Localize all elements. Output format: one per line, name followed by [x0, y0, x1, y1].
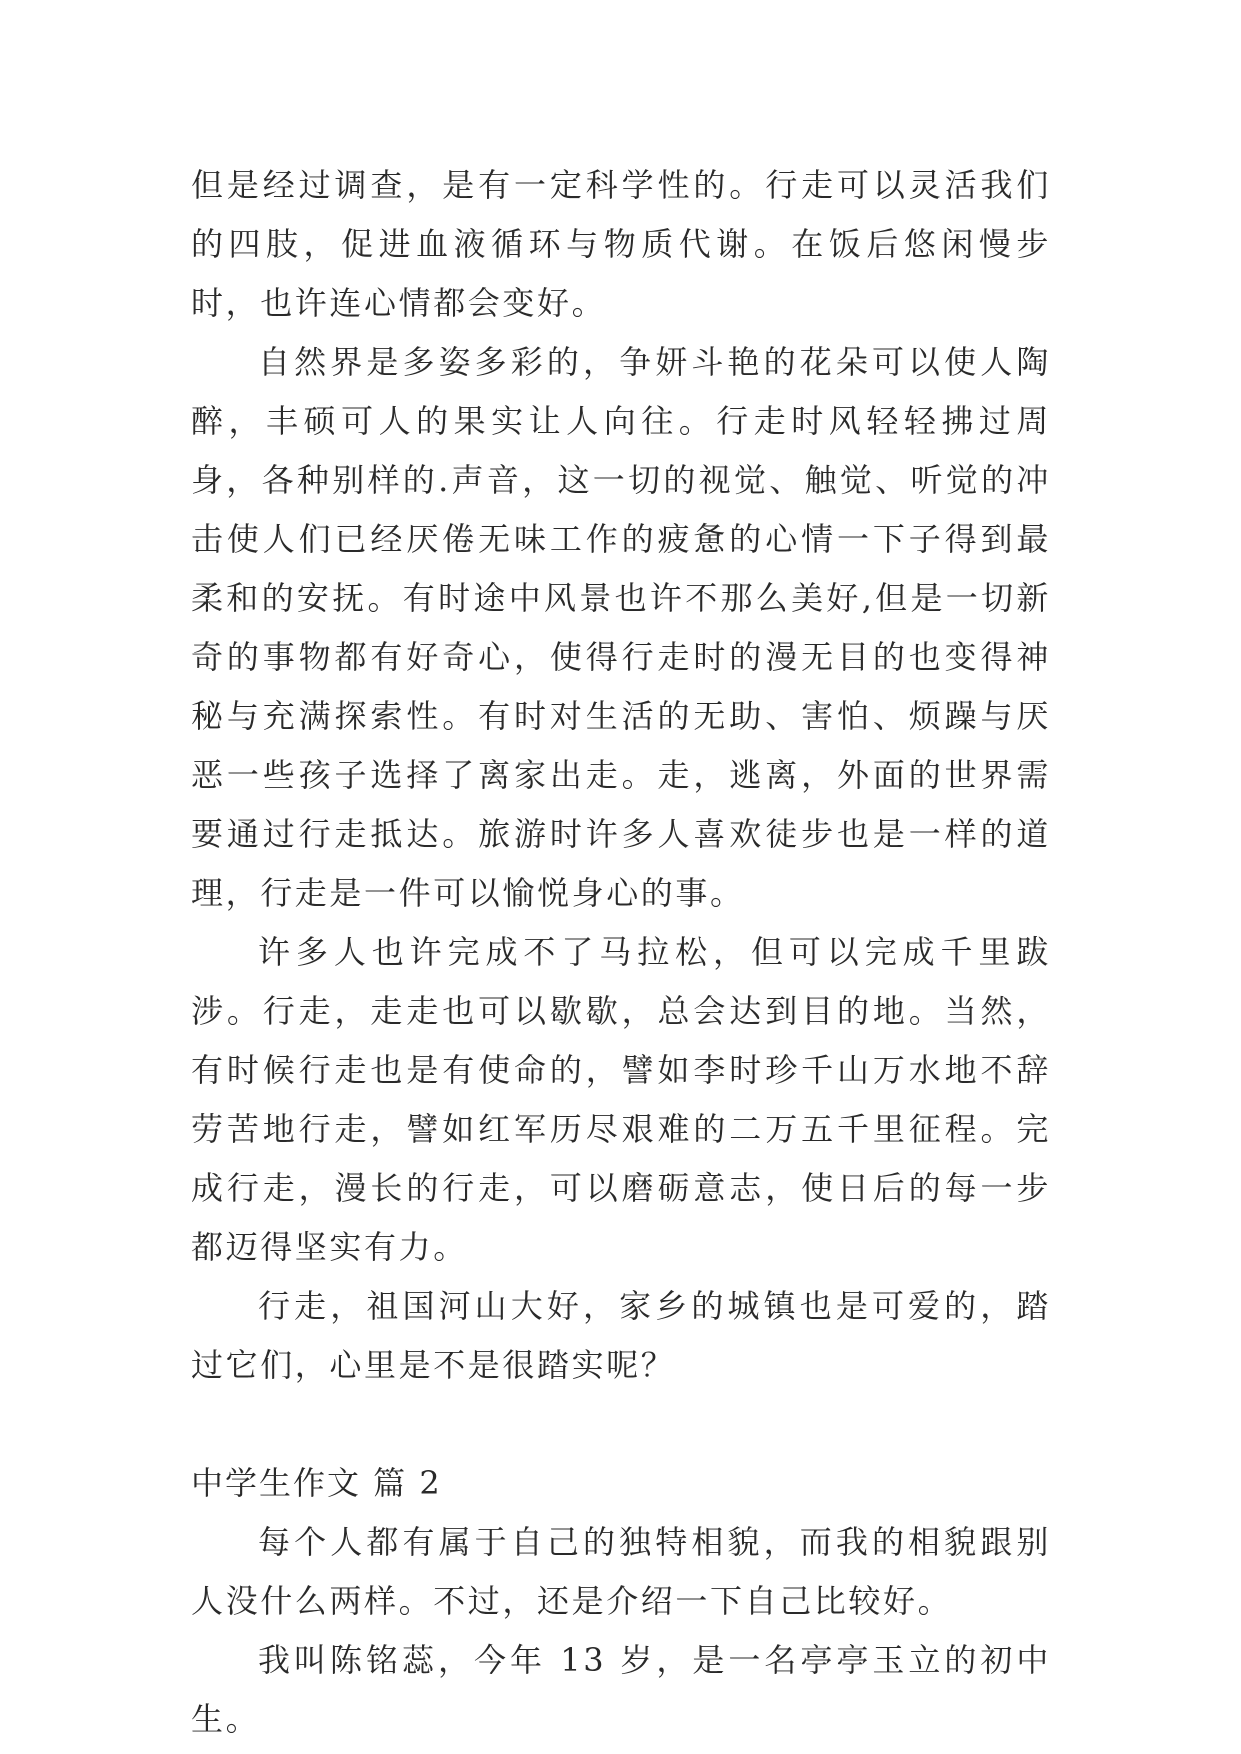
paragraph-1: 但是经过调查，是有一定科学性的。行走可以灵活我们的四肢，促进血液循环与物质代谢。在饭后悠闲慢步时，也许连心情都会变好。: [191, 166, 1051, 322]
paragraph-3: 许多人也许完成不了马拉松，但可以完成千里跋涉。行走，走走也可以歇歇，总会达到目的地。当然，有时候行走也是有使命的，譬如李时珍千山万水地不辞劳苦地行走，譬如红军历尽艰难的二万五千里征程。完成行走，漫长的行走，可以磨砺意志，使日后的每一步都迈得坚实有力。: [191, 933, 1051, 1266]
paragraph-4: 行走，祖国河山大好，家乡的城镇也是可爱的，踏过它们，心里是不是很踏实呢？: [191, 1287, 1051, 1384]
paragraph-5: 每个人都有属于自己的独特相貌，而我的相貌跟别人没什么两样。不过，还是介绍一下自己比较好。: [191, 1523, 1051, 1620]
paragraph-6: 我叫陈铭蕊，今年 13 岁，是一名亭亭玉立的初中生。: [191, 1641, 1051, 1738]
section-heading: 中学生作文 篇 2: [191, 1464, 442, 1502]
paragraph-2: 自然界是多姿多彩的，争妍斗艳的花朵可以使人陶醉，丰硕可人的果实让人向往。行走时风轻轻拂过周身，各种别样的.声音，这一切的视觉、触觉、听觉的冲击使人们已经厌倦无味工作的疲惫的心情一下子得到最柔和的安抚。有时途中风景也许不那么美好,但是一切新奇的事物都有好奇心，使得行走时的漫无目的也变得神秘与充满探索性。有时对生活的无助、害怕、烦躁与厌恶一些孩子选择了离家出走。走，逃离，外面的世界需要通过行走抵达。旅游时许多人喜欢徒步也是一样的道理，行走是一件可以愉悦身心的事。: [191, 343, 1051, 912]
document-body: [191, 156, 1051, 1749]
